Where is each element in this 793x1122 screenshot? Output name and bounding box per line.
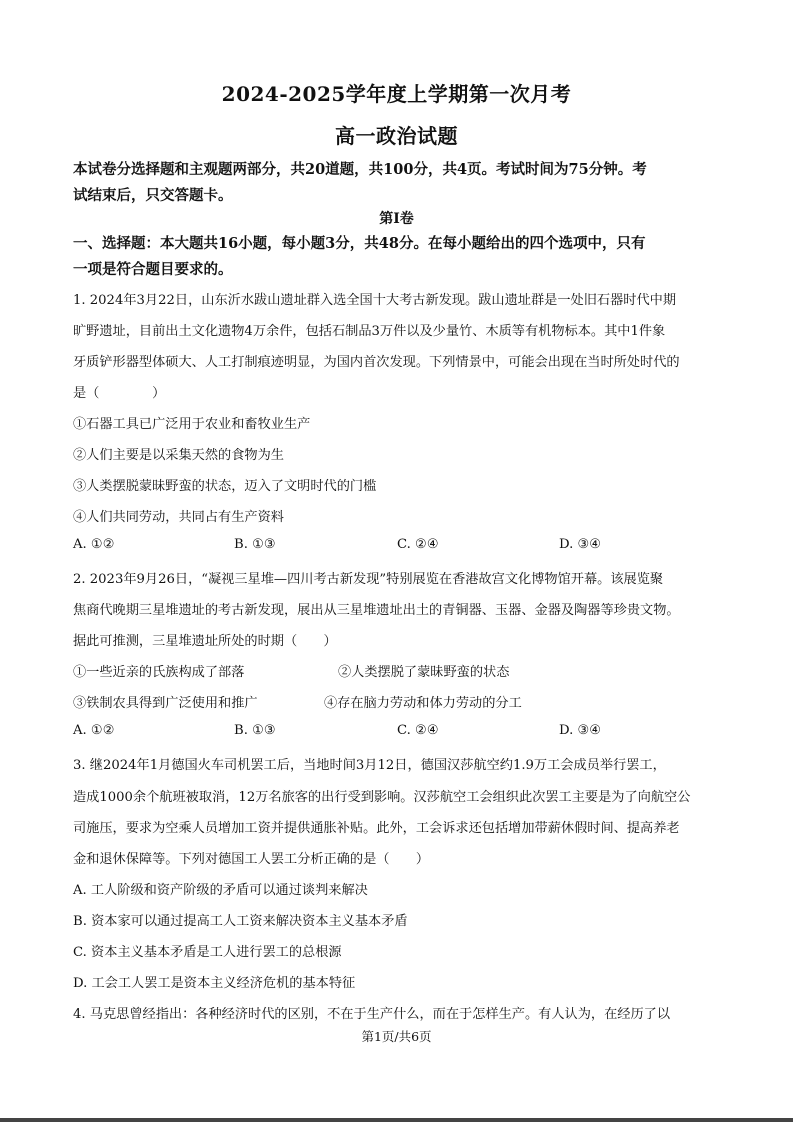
q2-line-3: 据此可推测，三星堆遗址所处的时期（ ） [73,634,337,649]
instructions-line-1: 本试卷分选择题和主观题两部分，共20道题，共100分，共4页。考试时间为75分钟。考 [73,161,647,178]
section-heading-line-2: 一项是符合题目要求的。 [73,261,233,278]
q1-option-c: C. ②④ [397,537,439,552]
volume-label: 第Ⅰ卷 [379,211,414,227]
exam-title: 2024-2025学年度上学期第一次月考 [221,82,572,106]
q3-line-1: 3. 继2024年1月德国火车司机罢工后，当地时间3月12日，德国汉莎航空约1.9万工会成员举行罢工， [73,758,666,773]
section-heading-line-1: 一、选择题：本大题共16小题，每小题3分，共48分。在每小题给出的四个选项中，只有 [73,235,646,252]
q1-statement-4: ④人们共同劳动，共同占有生产资料 [73,510,284,525]
q2-statement-4: ④存在脑力劳动和体力劳动的分工 [324,696,522,711]
q2-option-c: C. ②④ [397,723,439,738]
q1-line-3: 牙质铲形器型体硕大、人工打制痕迹明显，为国内首次发现。下列情景中，可能会出现在当时所处时代的 [73,355,680,370]
q1-option-b: B. ①③ [234,537,276,552]
q2-statement-1: ①一些近亲的氏族构成了部落 [73,665,245,680]
q3-option-c: C. 资本主义基本矛盾是工人进行罢工的总根源 [73,945,342,960]
q1-statement-2: ②人们主要是以采集天然的食物为生 [73,448,284,463]
q2-option-a: A. ①② [73,723,115,738]
instructions-line-2: 试结束后，只交答题卡。 [73,187,233,204]
q1-option-a: A. ①② [73,537,115,552]
q1-line-4: 是（ ） [73,386,166,401]
page-number: 第1页/共6页 [361,1029,432,1044]
q3-option-d: D. 工会工人罢工是资本主义经济危机的基本特征 [73,976,356,991]
q1-line-1: 1. 2024年3月22日，山东沂水跋山遗址群入选全国十大考古新发现。跋山遗址群是一处旧石器时代中期 [73,293,677,308]
q3-line-2: 造成1000余个航班被取消，12万名旅客的出行受到影响。汉莎航空工会组织此次罢工主要是为了向航空公 [73,790,691,805]
q3-option-b: B. 资本家可以通过提高工人工资来解决资本主义基本矛盾 [73,914,408,929]
q1-statement-3: ③人类摆脱蒙昧野蛮的状态，迈入了文明时代的门槛 [73,479,377,494]
q3-option-a: A. 工人阶级和资产阶级的矛盾可以通过谈判来解决 [73,883,368,898]
q2-line-1: 2. 2023年9月26日，“凝视三星堆—四川考古新发现”特别展览在香港故宫文化博物馆开幕。该展览聚 [73,572,664,587]
q2-line-2: 焦商代晚期三星堆遗址的考古新发现，展出从三星堆遗址出土的青铜器、玉器、金器及陶器等珍贵文物。 [73,603,680,618]
q2-statement-2: ②人类摆脱了蒙昧野蛮的状态 [338,665,510,680]
q2-option-d: D. ③④ [559,723,602,738]
q2-option-b: B. ①③ [234,723,276,738]
q3-line-4: 金和退休保障等。下列对德国工人罢工分析正确的是（ ） [73,852,430,867]
q2-statement-3: ③铁制农具得到广泛使用和推广 [73,696,258,711]
q4-line-1: 4. 马克思曾经指出：各种经济时代的区别，不在于生产什么，而在于怎样生产。有人认为，在经历了以 [73,1007,671,1022]
q1-line-2: 旷野遗址，目前出土文化遗物4万余件，包括石制品3万件以及少量竹、木质等有机物标本。其中1件象 [73,324,666,339]
page-bottom-border [0,1118,793,1122]
q1-option-d: D. ③④ [559,537,602,552]
exam-subtitle: 高一政治试题 [335,124,458,148]
q3-line-3: 司施压，要求为空乘人员增加工资并提供通胀补贴。此外，工会诉求还包括增加带薪休假时间、提高养老 [73,821,680,836]
q1-statement-1: ①石器工具已广泛用于农业和畜牧业生产 [73,417,311,432]
